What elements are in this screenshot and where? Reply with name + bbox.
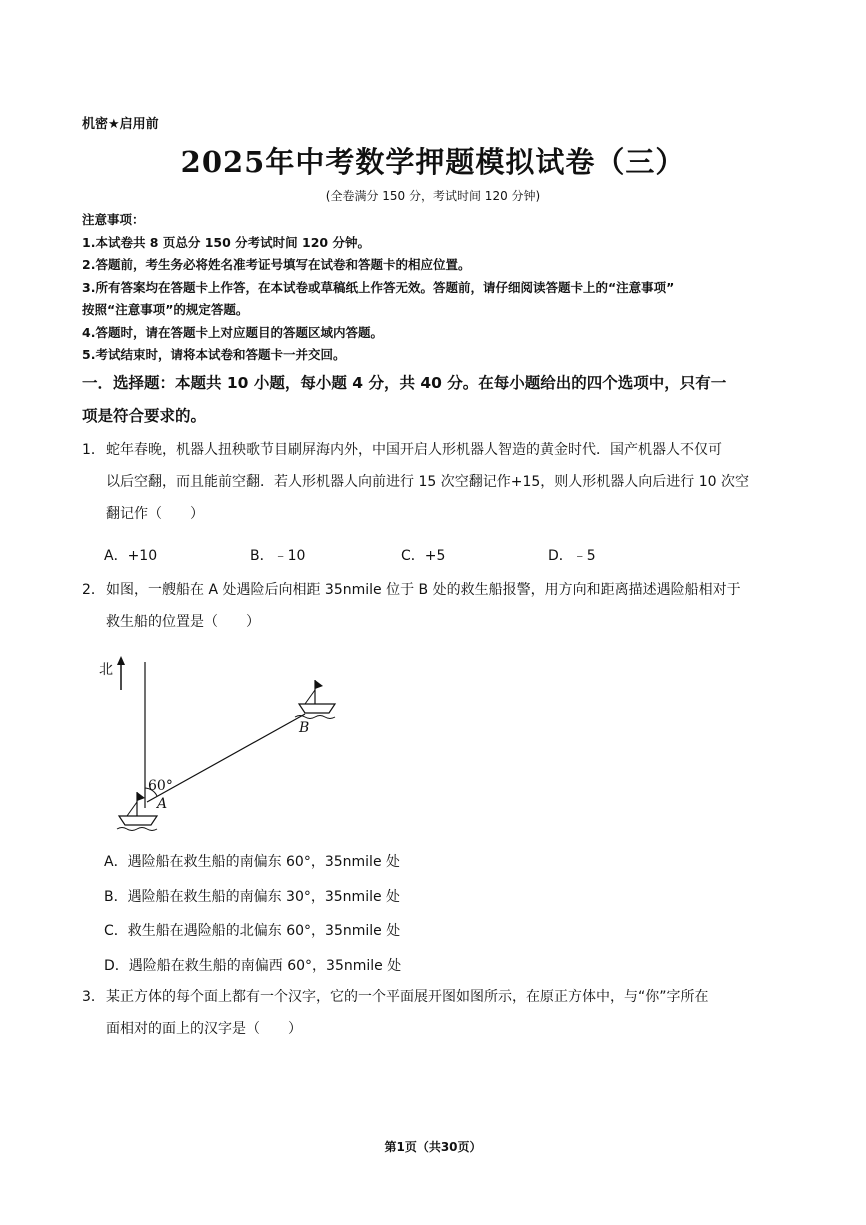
point-b-label: B xyxy=(299,720,310,736)
notes-item: 按照“注意事项”的规定答题。 xyxy=(82,302,249,317)
question-number: 3． xyxy=(82,989,105,1005)
notes-heading: 注意事项： xyxy=(82,212,145,227)
option-c: C．+5 xyxy=(401,548,446,564)
notes-item: 2.答题前，考生务必将姓名准考证号填写在试卷和答题卡的相应位置。 xyxy=(82,257,471,272)
question-text: 某正方体的每个面上都有一个汉字，它的一个平面展开图如图所示，在原正方体中，与“你”字所在 xyxy=(106,989,709,1005)
question-text: 蛇年春晚，机器人扭秧歌节目刷屏海内外，中国开启人形机器人智造的黄金时代．国产机器人不仅可 xyxy=(106,442,722,458)
notes-item: 3.所有答案均在答题卡上作答，在本试卷或草稿纸上作答无效。答题前，请仔细阅读答题卡上的“注意事项” xyxy=(82,279,675,295)
north-arrowhead-icon xyxy=(117,656,125,665)
option-c: C．救生船在遇险船的北偏东 60°，35nmile 处 xyxy=(104,923,401,939)
question-number: 2． xyxy=(82,582,105,598)
bearing-figure xyxy=(95,650,355,840)
option-a: A．遇险船在救生船的南偏东 60°，35nmile 处 xyxy=(104,854,401,870)
notes-item: 5.考试结束时，请将本试卷和答题卡一并交回。 xyxy=(82,347,346,362)
section-heading-line: 项是符合要求的。 xyxy=(82,407,207,425)
boat-b-icon xyxy=(295,680,335,719)
page-number: 第1页（共30页） xyxy=(384,1140,482,1154)
question-3 xyxy=(82,981,792,1045)
question-2 xyxy=(82,574,792,638)
boat-a-icon xyxy=(117,792,157,831)
notes-item: 4.答题时，请在答题卡上对应题目的答题区域内答题。 xyxy=(82,324,383,340)
page-title: 2025年中考数学押题模拟试卷（三） xyxy=(180,145,686,179)
option-b: B．﹣10 xyxy=(250,548,306,564)
confidential-label: 机密★启用前 xyxy=(82,117,159,132)
question-text: 翻记作（ ） xyxy=(106,506,204,522)
option-a: A．+10 xyxy=(104,548,158,564)
notes-block xyxy=(82,209,792,367)
point-a-label: A xyxy=(157,796,168,812)
question-text: 以后空翻，而且能前空翻．若人形机器人向前进行 15 次空翻记作+15，则人形机器人向后进行 10 次空 xyxy=(106,474,749,490)
section-heading xyxy=(82,367,792,433)
option-d: D．﹣5 xyxy=(548,548,596,564)
option-d: D．遇险船在救生船的南偏西 60°，35nmile 处 xyxy=(104,958,402,974)
question-number: 1． xyxy=(82,442,105,458)
option-b: B．遇险船在救生船的南偏东 30°，35nmile 处 xyxy=(104,889,401,905)
question-text: 救生船的位置是（ ） xyxy=(106,614,260,630)
question-1 xyxy=(82,434,792,530)
notes-item: 1.本试卷共 8 页总分 150 分考试时间 120 分钟。 xyxy=(82,234,370,250)
question-text: 如图，一艘船在 A 处遇险后向相距 35nmile 位于 B 处的救生船报警，用方向和距离描述遇险船相对于 xyxy=(106,582,741,598)
page-subtitle: (全卷满分 150 分，考试时间 120 分钟) xyxy=(325,189,541,203)
section-heading-line: 一．选择题：本题共 10 小题，每小题 4 分，共 40 分。在每小题给出的四个选项中，只有一 xyxy=(82,374,727,392)
angle-label: 60° xyxy=(148,778,173,794)
question-text: 面相对的面上的汉字是（ ） xyxy=(106,1021,302,1037)
north-label: 北 xyxy=(99,662,113,678)
